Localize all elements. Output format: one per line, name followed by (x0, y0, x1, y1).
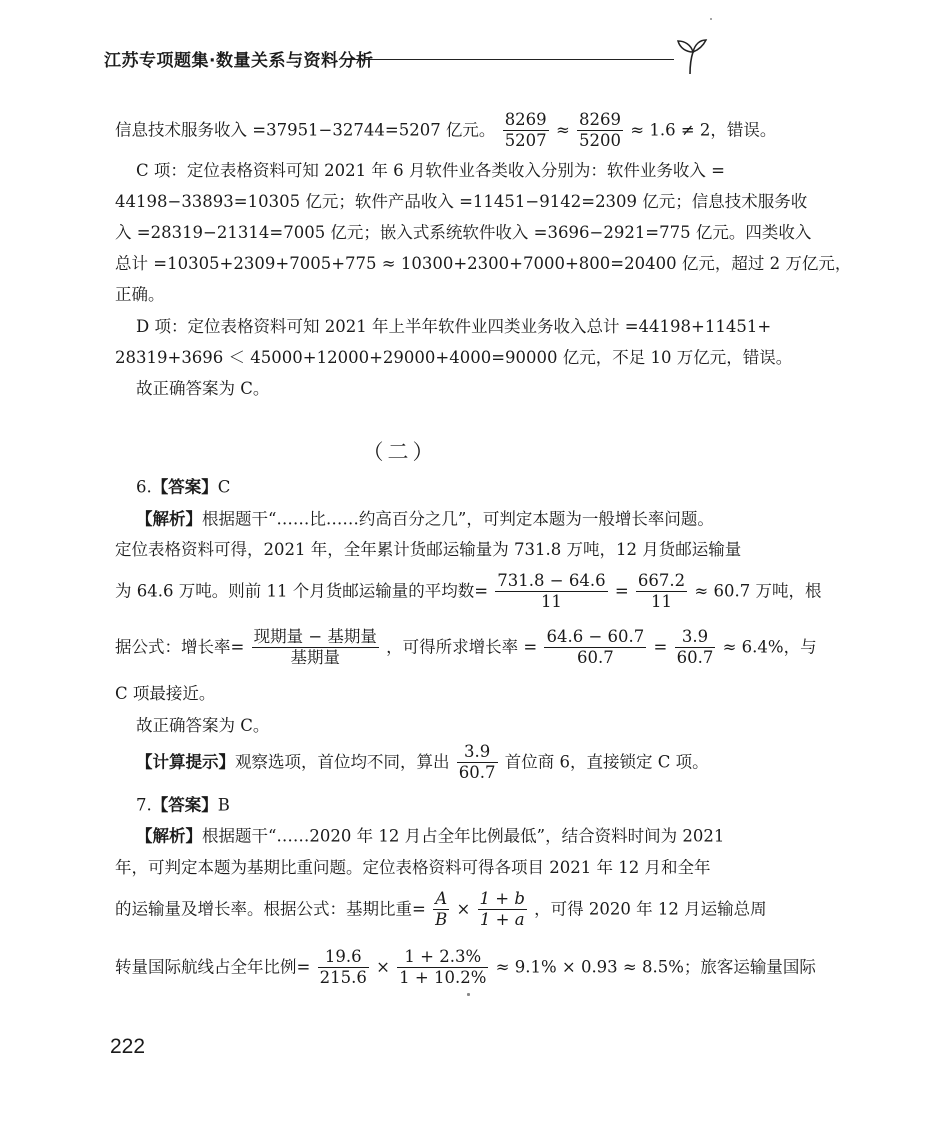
international-ratio-line: 转量国际航线占全年比例= $\frac{19.6}{215.6}$ × $\frac{1 + 2.3\%}{1 + 10.2\%}$ ≈ 9.1% × 0.93 ≈ 8.5%；旅客运输量国际 (115, 947, 816, 987)
scan-speck (467, 993, 470, 996)
fraction: $\frac{3.9}{60.7}$ (458, 742, 496, 782)
text-line: 总计 =10305+2309+7005+775 ≈ 10300+2300+7000+800=20400 亿元，超过 2 万亿元， (115, 254, 852, 273)
answer-heading-6: 6.【答案】C (136, 477, 231, 497)
analysis-line: 【解析】根据题干“……2020 年 12 月占全年比例最低”，结合资料时间为 2021 (136, 826, 725, 846)
growth-formula-line: 据公式：增长率= $\frac{\text{现期量 − 基期量}}{\text{基期量}}$ ，可得所求增长率 = $\frac{64.6 - 60.7}{60.7}$ = $\frac{3.9}{60.7}$ ≈ 6.4%，与 (115, 627, 817, 667)
fraction: $\frac{8269}{5207}$ (504, 110, 547, 150)
text-line: 正确。 (115, 285, 165, 304)
text-line: C 项最接近。 (115, 684, 216, 703)
fraction: $\frac{667.2}{11}$ (637, 571, 686, 611)
answer-line: 故正确答案为 C。 (136, 379, 270, 398)
fraction: $\frac{\text{现期量 − 基期量}}{\text{基期量}}$ (253, 627, 377, 667)
fraction: $\frac{8269}{5200}$ (579, 110, 622, 150)
header-rule (346, 59, 674, 60)
text-line: 44198−33893=10305 亿元；软件产品收入 =11451−9142=2309 亿元；信息技术服务收 (115, 192, 808, 211)
text-line: D 项：定位表格资料可知 2021 年上半年软件业四类业务收入总计 =44198+11451+ (136, 317, 772, 336)
average-line: 为 64.6 万吨。则前 11 个月货邮运输量的平均数= $\frac{731.8 - 64.6}{11}$ = $\frac{667.2}{11}$ ≈ 60.7 万吨，根 (115, 571, 822, 611)
page-header (0, 32, 800, 76)
fraction: $\frac{64.6 - 60.7}{60.7}$ (546, 627, 645, 667)
fraction: $\frac{1 + 2.3\%}{1 + 10.2\%}$ (399, 947, 487, 987)
line-it-service: 信息技术服务收入 =37951−32744=5207 亿元。 $\frac{8269}{5207}$ ≈ $\frac{8269}{5200}$ ≈ 1.6 ≠ 2，错误。 (115, 110, 777, 150)
text-line: C 项：定位表格资料可知 2021 年 6 月软件业各类收入分别为：软件业务收入 = (136, 161, 725, 180)
fraction: $\frac{A}{B}$ (435, 889, 448, 929)
section-title: （二） (362, 440, 438, 464)
base-ratio-formula-line: 的运输量及增长率。根据公式：基期比重= $\frac{A}{B}$ × $\frac{1 + b}{1 + a}$ ，可得 2020 年 12 月运输总周 (115, 889, 767, 929)
scan-speck (710, 18, 712, 20)
fraction: $\frac{731.8 - 64.6}{11}$ (497, 571, 606, 611)
fraction: $\frac{1 + b}{1 + a}$ (479, 889, 525, 929)
calc-tip-line: 【计算提示】观察选项，首位均不同，算出 $\frac{3.9}{60.7}$ 首位商 6，直接锁定 C 项。 (136, 742, 709, 782)
fraction: $\frac{19.6}{215.6}$ (319, 947, 367, 987)
header-title: 江苏专项题集·数量关系与资料分析 (104, 51, 374, 71)
answer-line: 故正确答案为 C。 (136, 716, 270, 735)
text-line: 28319+3696 ＜ 45000+12000+29000+4000=90000 亿元，不足 10 万亿元，错误。 (115, 348, 793, 367)
text-line: 定位表格资料可得，2021 年，全年累计货邮运输量为 731.8 万吨，12 月货邮运输量 (115, 540, 742, 559)
sprout-icon (672, 36, 712, 76)
analysis-line: 【解析】根据题干“……比……约高百分之几”，可判定本题为一般增长率问题。 (136, 509, 714, 529)
answer-heading-7: 7.【答案】B (136, 795, 230, 815)
page-number: 222 (110, 1035, 146, 1058)
text-line: 入 =28319−21314=7005 亿元；嵌入式系统软件收入 =3696−2921=775 亿元。四类收入 (115, 223, 812, 242)
fraction: $\frac{3.9}{60.7}$ (676, 627, 714, 667)
text-line: 年，可判定本题为基期比重问题。定位表格资料可得各项目 2021 年 12 月和全年 (115, 858, 711, 877)
